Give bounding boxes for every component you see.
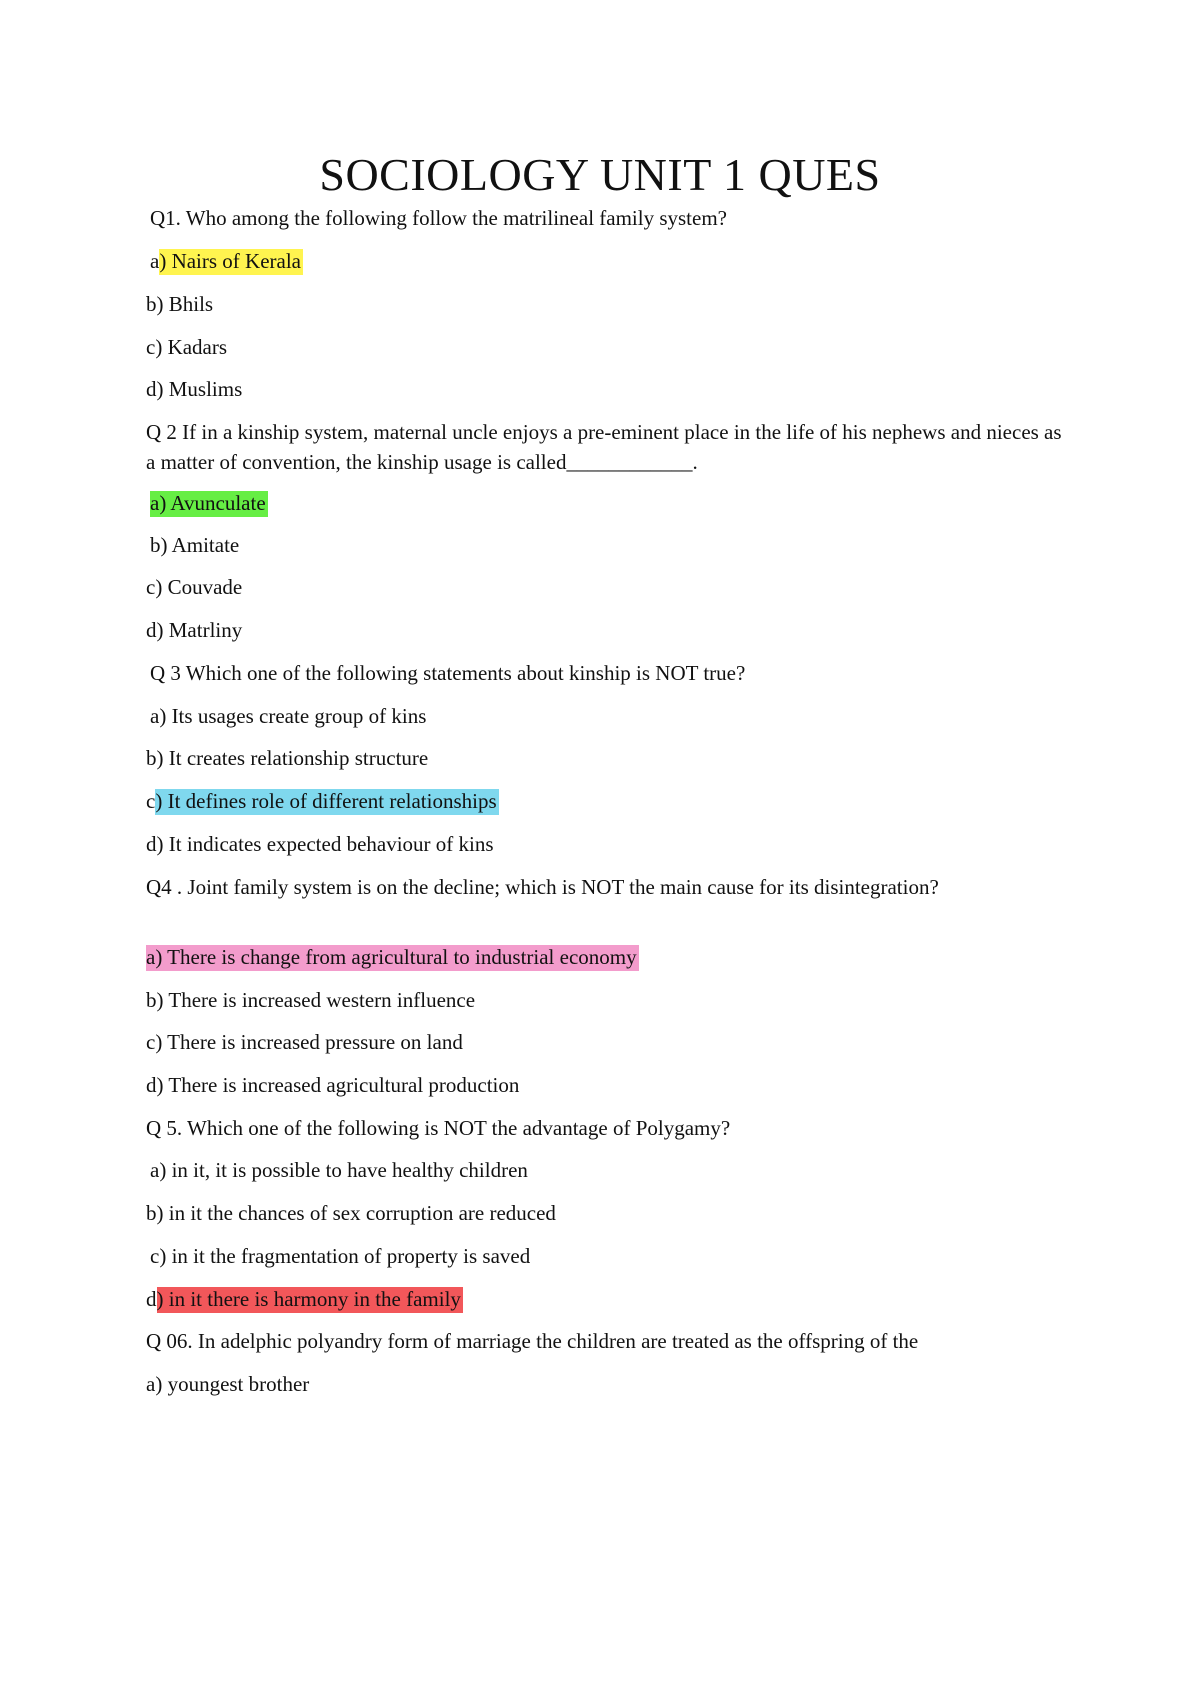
q4-answer-highlight: a) There is change from agricultural to industrial economy (146, 945, 637, 969)
question-3: Q 3 Which one of the following statements about kinship is NOT true? (150, 661, 746, 685)
q2-option-d: d) Matrliny (146, 618, 243, 642)
q1-option-a (150, 246, 303, 276)
question-4: Q4 . Joint family system is on the decline; which is NOT the main cause for its disintegration? (146, 875, 939, 899)
q1-option-c: c) Kadars (146, 335, 228, 359)
q4-option-b: b) There is increased western influence (146, 988, 476, 1012)
q4-option-c: c) There is increased pressure on land (146, 1030, 463, 1054)
q4-option-a (146, 942, 639, 972)
q3-option-d: d) It indicates expected behaviour of kins (146, 832, 494, 856)
q5-option-d-prefix: d (146, 1287, 157, 1311)
question-5: Q 5. Which one of the following is NOT the advantage of Polygamy? (146, 1116, 731, 1140)
q1-option-d: d) Muslims (146, 377, 243, 401)
q3-answer-highlight: ) It defines role of different relationships (155, 789, 497, 813)
q4-option-d: d) There is increased agricultural production (146, 1073, 520, 1097)
q1-option-a-prefix: a (150, 249, 160, 273)
q2-option-b: b) Amitate (150, 533, 240, 557)
q3-option-c-prefix: c (146, 789, 156, 813)
question-6: Q 06. In adelphic polyandry form of marriage the children are treated as the offspring of the (146, 1329, 919, 1353)
page-title: SOCIOLOGY UNIT 1 QUES (319, 149, 881, 200)
q5-option-b: b) in it the chances of sex corruption are reduced (146, 1201, 556, 1225)
q2-option-c: c) Couvade (146, 575, 243, 599)
q5-option-c: c) in it the fragmentation of property is saved (150, 1244, 531, 1268)
q3-option-c (146, 786, 499, 816)
q1-option-b: b) Bhils (146, 292, 214, 316)
question-2: Q 2 If in a kinship system, maternal uncle enjoys a pre-eminent place in the life of his nephews and nieces as a matter of convention, the kinship usage is called____________. (146, 420, 1062, 474)
q1-answer-highlight: ) Nairs of Kerala (159, 249, 302, 273)
q6-option-a: a) youngest brother (146, 1372, 310, 1396)
q5-option-a: a) in it, it is possible to have healthy children (150, 1158, 528, 1182)
q5-answer-highlight: ) in it there is harmony in the family (156, 1287, 461, 1311)
q3-option-b: b) It creates relationship structure (146, 746, 429, 770)
q5-option-d (146, 1284, 463, 1314)
q2-answer-highlight: a) Avunculate (150, 491, 266, 515)
q2-option-a (150, 488, 268, 518)
question-1: Q1. Who among the following follow the matrilineal family system? (150, 206, 727, 230)
q3-option-a: a) Its usages create group of kins (150, 704, 427, 728)
